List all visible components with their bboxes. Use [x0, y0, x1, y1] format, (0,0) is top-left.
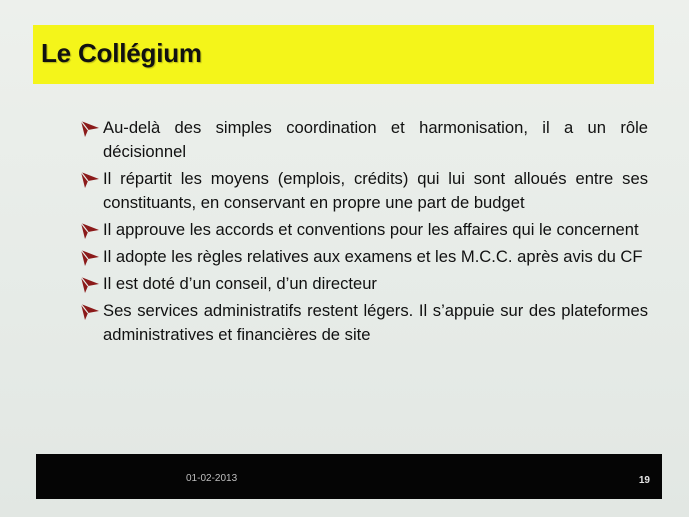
- bullet-list: [80, 116, 648, 350]
- bullet-item: [80, 218, 648, 242]
- bullet-item: [80, 299, 648, 347]
- arrow-bullet-icon: [80, 303, 100, 321]
- title-bar: [33, 25, 654, 84]
- slide-title: Le Collégium: [41, 38, 202, 68]
- bullet-item: [80, 116, 648, 164]
- page-number: 19: [638, 475, 650, 486]
- bullet-text: Il est doté d’un conseil, d’un directeur: [103, 274, 377, 293]
- bullet-text: Il adopte les règles relatives aux examens et les M.C.C. après avis du CF: [103, 247, 643, 266]
- arrow-bullet-icon: [80, 249, 100, 267]
- bullet-text: Il répartit les moyens (emplois, crédits) qui lui sont alloués entre ses constituants, en conservant en propre une part de budget: [103, 169, 648, 212]
- bullet-text: Au-delà des simples coordination et harmonisation, il a un rôle décisionnel: [103, 118, 648, 161]
- arrow-bullet-icon: [80, 171, 100, 189]
- arrow-bullet-icon: [80, 222, 100, 240]
- arrow-bullet-icon: [80, 276, 100, 294]
- bullet-item: [80, 272, 648, 296]
- bullet-item: [80, 167, 648, 215]
- footer-date: 01-02-2013: [186, 473, 238, 484]
- footer-bar: [36, 454, 662, 499]
- bullet-text: Il approuve les accords et conventions pour les affaires qui le concernent: [103, 220, 639, 239]
- bullet-item: [80, 245, 648, 269]
- bullet-text: Ses services administratifs restent légers. Il s’appuie sur des plateformes administratives et financières de site: [103, 301, 648, 344]
- arrow-bullet-icon: [80, 120, 100, 138]
